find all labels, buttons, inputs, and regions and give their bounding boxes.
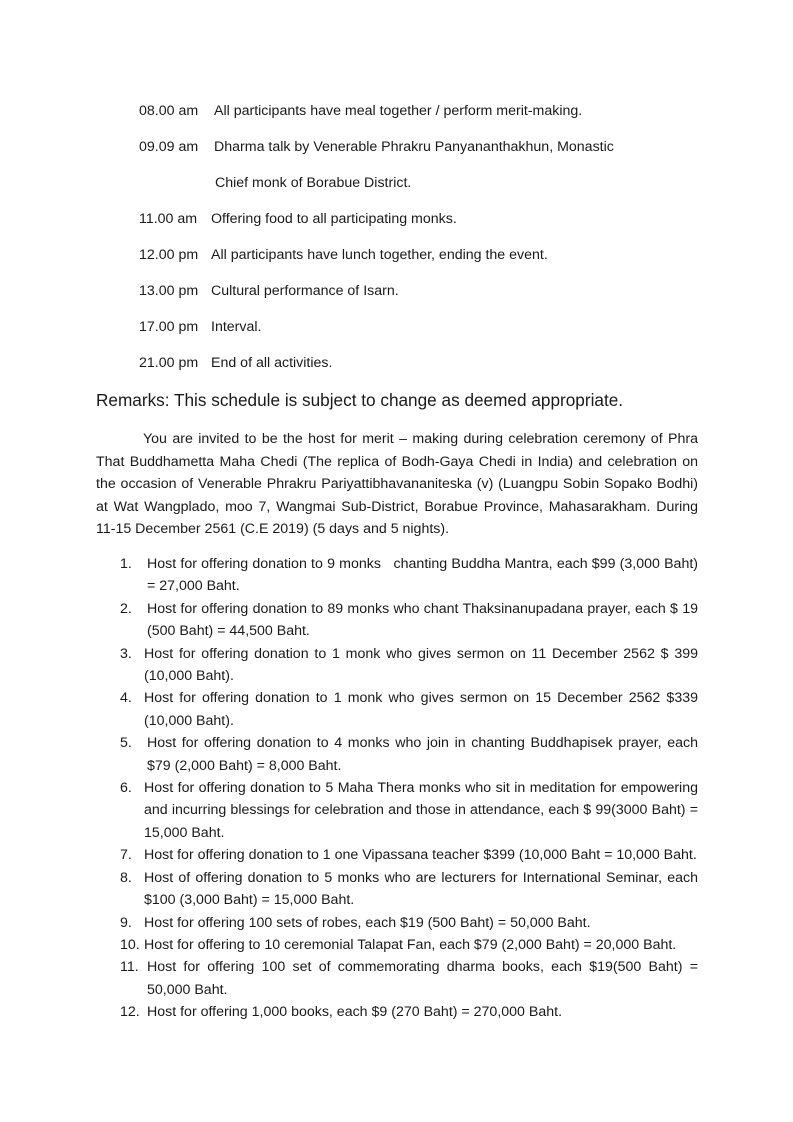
list-item (96, 777, 698, 844)
schedule-time: 12.00 pm (139, 247, 199, 263)
list-item-text: Host for offering 100 sets of robes, each $19 (500 Baht) = 50,000 Baht. (144, 914, 591, 931)
list-item-number: 5. (120, 735, 132, 752)
schedule-row (139, 353, 699, 389)
schedule-row (139, 281, 699, 317)
list-item-text: Host for offering donation to 1 monk who gives sermon on 11 December 2562 $ 399 (10,000 Baht). (144, 645, 698, 685)
list-item (96, 598, 698, 643)
list-item-number: 6. (120, 780, 132, 797)
list-item-number: 2. (120, 600, 132, 617)
schedule-time: 21.00 pm (139, 355, 199, 371)
list-item-number: 7. (120, 847, 132, 864)
list-item (96, 934, 698, 956)
schedule-row (139, 137, 699, 173)
schedule-row (139, 101, 699, 137)
list-item (96, 643, 698, 688)
list-item-number: 1. (120, 556, 132, 572)
list-item-text: Host for offering 100 set of commemorating dharma books, each $19(500 Baht) = 50,000 Baht. (147, 959, 698, 998)
list-item-text: Host for offering donation to 89 monks who chant Thaksinanupadana prayer, each $ 19 (500 Baht) = 44,500 Baht. (147, 600, 698, 640)
schedule-time: 09.09 am (139, 139, 199, 155)
schedule-row (139, 245, 699, 281)
schedule-text-continuation: Chief monk of Borabue District. (215, 175, 412, 191)
list-item-number: 8. (120, 869, 132, 886)
list-item-number: 10. (120, 936, 140, 953)
list-item-text: Host of offering donation to 5 monks who are lecturers for International Seminar, each $100 (3,000 Baht) = 15,000 Baht. (144, 869, 698, 909)
remarks-note: Remarks: This schedule is subject to change as deemed appropriate. (96, 390, 624, 410)
list-item (96, 867, 698, 912)
schedule-text: Dharma talk by Venerable Phrakru Panyananthakhun, Monastic (214, 139, 614, 155)
schedule-list (139, 101, 699, 389)
schedule-text: All participants have lunch together, ending the event. (211, 247, 548, 263)
list-item-number: 3. (120, 645, 132, 662)
list-item-text: Host for offering donation to 5 Maha Thera monks who sit in meditation for empowering and incurring blessings for celebration and those in attendance, each $ 99(3000 Baht) = 15,000 Baht. (144, 780, 698, 841)
list-item-text: Host for offering donation to 1 one Vipassana teacher $399 (10,000 Baht = 10,000 Baht. (144, 847, 697, 864)
list-item-number: 12. (120, 1004, 140, 1021)
schedule-time: 17.00 pm (139, 319, 199, 335)
schedule-text: End of all activities. (211, 355, 333, 371)
list-item-number: 9. (120, 914, 132, 931)
schedule-row (139, 209, 699, 245)
schedule-text: Offering food to all participating monks. (211, 211, 457, 227)
schedule-text: Cultural performance of Isarn. (211, 283, 399, 299)
hosting-options-list (96, 553, 698, 1024)
list-item-number: 4. (120, 690, 132, 707)
schedule-row (139, 317, 699, 353)
schedule-time: 11.00 am (139, 211, 198, 227)
list-item-text: Host for offering donation to 1 monk who gives sermon on 15 December 2562 $339 (10,000 Baht). (144, 690, 698, 729)
list-item-text: Host for offering donation to 4 monks who join in chanting Buddhapisek prayer, each $79 (2,000 Baht) = 8,000 Baht. (147, 735, 698, 774)
schedule-row-continuation (139, 173, 699, 209)
list-item (96, 844, 698, 866)
list-item (96, 912, 698, 934)
schedule-time: 08.00 am (139, 103, 199, 119)
list-item (96, 732, 698, 777)
list-item (96, 956, 698, 1001)
schedule-time: 13.00 pm (139, 283, 199, 299)
list-item-text: Host for offering 1,000 books, each $9 (270 Baht) = 270,000 Baht. (147, 1004, 563, 1021)
list-item (96, 1001, 698, 1023)
list-item (96, 553, 698, 598)
list-item-text: Host for offering to 10 ceremonial Talapat Fan, each $79 (2,000 Baht) = 20,000 Baht. (144, 936, 677, 953)
schedule-text: Interval. (211, 319, 262, 335)
list-item-text: Host for offering donation to 9 monks chanting Buddha Mantra, each $99 (3,000 Baht) = 27,000 Baht. (147, 556, 698, 595)
list-item (96, 687, 698, 732)
invitation-paragraph: You are invited to be the host for merit – making during celebration ceremony of Phra That Buddhametta Maha Chedi (The replica of Bodh-Gaya Chedi in India) and celebration on the occasion of Venerable Phrakru Pariyattibhavananiteska (v) (Luangpu Sobin Sopako Bodhi) at Wat Wangplado, moo 7, Wangmai Sub-District, Borabue Province, Mahasarakham. During 11-15 December 2561 (C.E 2019) (5 days and 5 nights). (96, 431, 698, 537)
schedule-text: All participants have meal together / perform merit-making. (214, 103, 583, 119)
list-item-number: 11. (120, 959, 139, 976)
